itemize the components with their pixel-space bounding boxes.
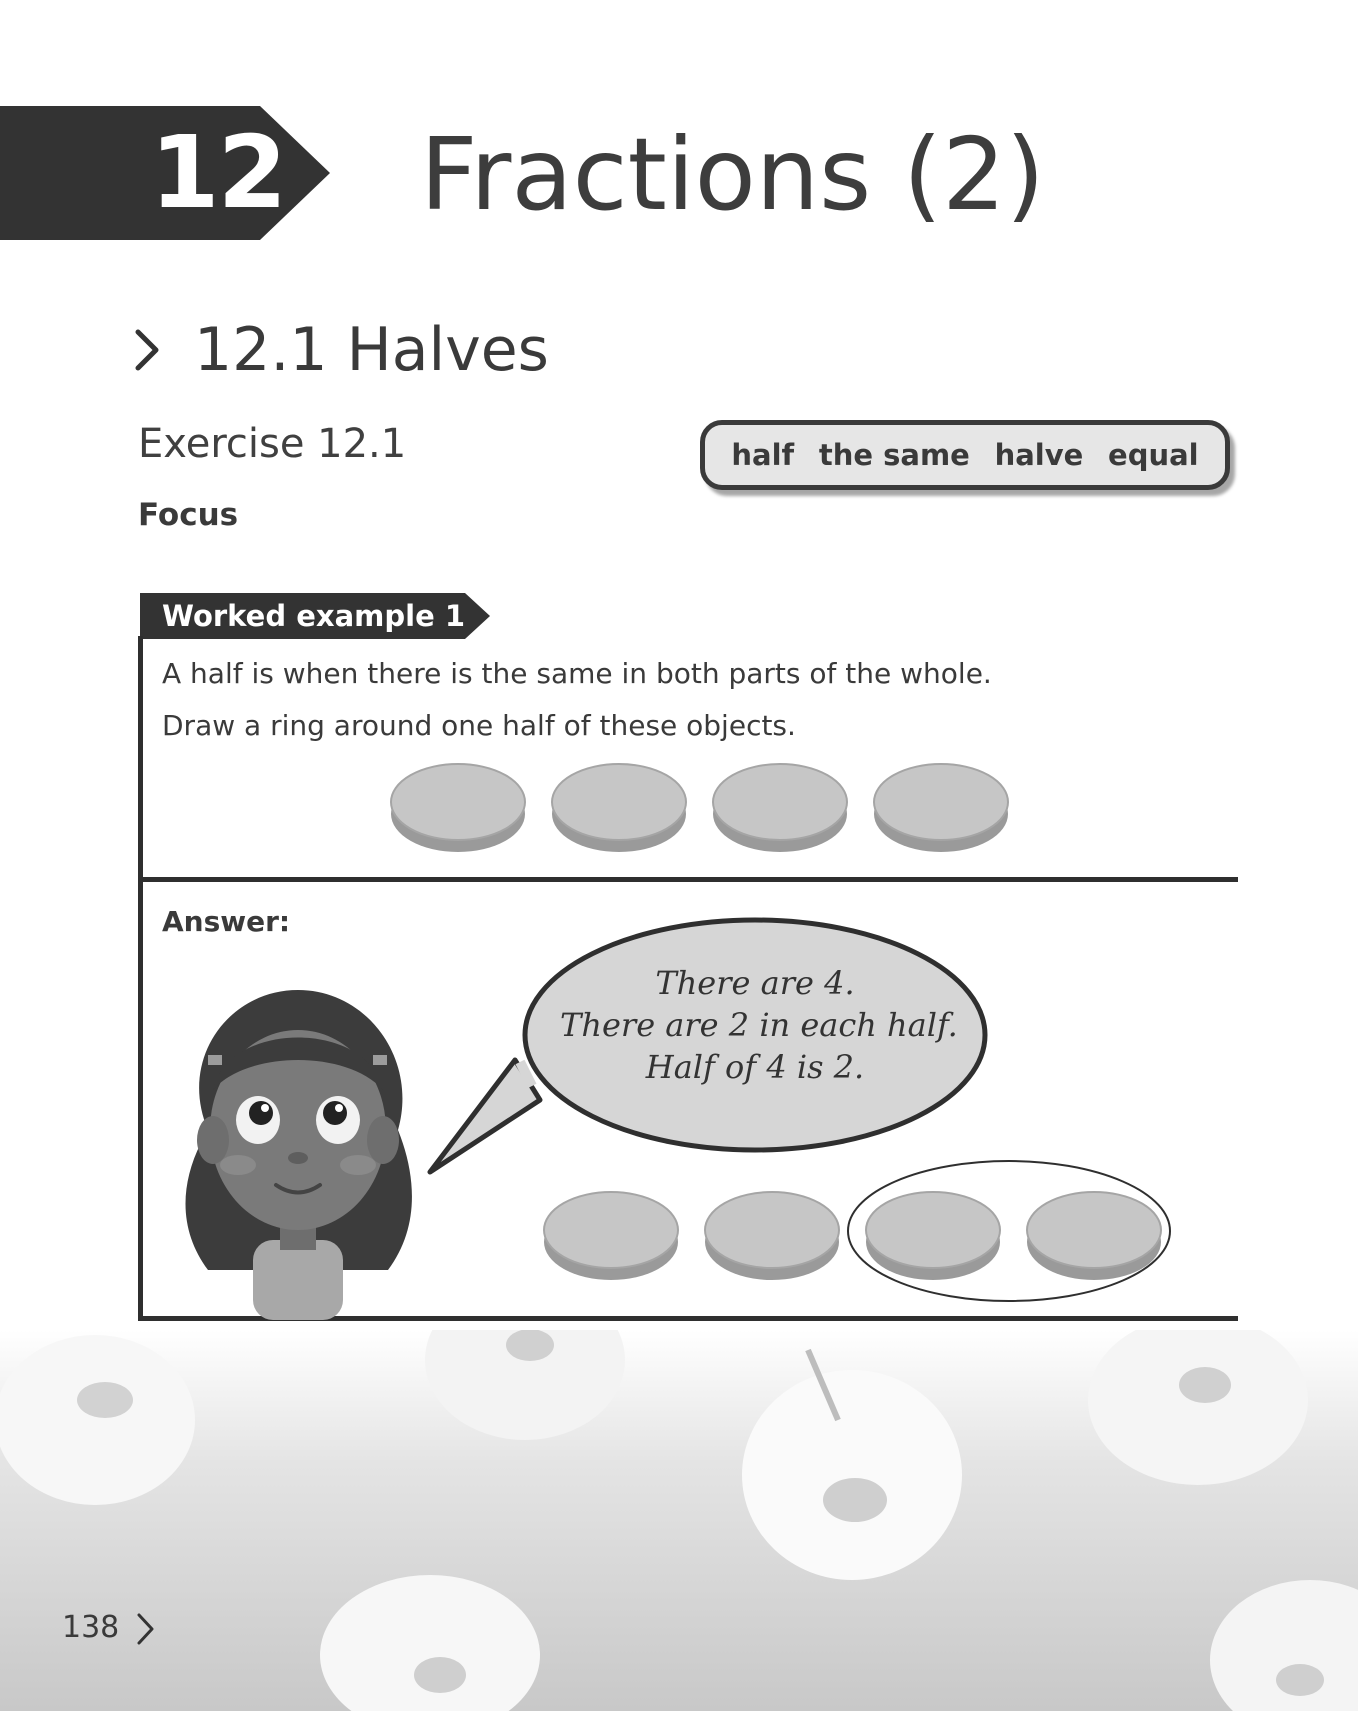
- keywords-box: [700, 420, 1230, 490]
- focus-label: Focus: [138, 497, 239, 533]
- keyword: half: [731, 438, 795, 472]
- chapter-title: Fractions (2): [420, 116, 1045, 233]
- divider: [138, 877, 1238, 882]
- coin-icon: [702, 1186, 842, 1286]
- apple-background: [0, 1330, 1358, 1711]
- keyword: halve: [994, 438, 1084, 472]
- coin-icon: [388, 758, 528, 858]
- chevron-right-icon: [136, 1612, 156, 1646]
- speech-line: There are 4.: [655, 964, 855, 1002]
- keyword: equal: [1108, 438, 1199, 472]
- coin-icon: [871, 758, 1011, 858]
- speech-line: Half of 4 is 2.: [645, 1048, 865, 1086]
- instruction-text: Draw a ring around one half of these objects.: [162, 709, 796, 742]
- apple-half-illustration: [0, 1335, 195, 1505]
- speech-line: There are 2 in each half.: [560, 1006, 958, 1044]
- chapter-number: 12: [150, 114, 286, 231]
- chevron-right-icon: [134, 328, 162, 372]
- answer-label: Answer:: [162, 905, 291, 938]
- speech-text: [560, 962, 958, 1088]
- keyword: the same: [818, 438, 970, 472]
- worked-example-label: Worked example 1: [162, 599, 466, 633]
- coin-icon: [710, 758, 850, 858]
- coin-icon: [549, 758, 689, 858]
- intro-text: A half is when there is the same in both parts of the whole.: [162, 657, 992, 690]
- page-number: 138: [62, 1610, 120, 1645]
- exercise-title: Exercise 12.1: [138, 421, 407, 467]
- half-ring: [844, 1156, 1174, 1306]
- girl-illustration: [168, 980, 428, 1320]
- section-title: 12.1 Halves: [194, 315, 549, 385]
- coin-icon: [541, 1186, 681, 1286]
